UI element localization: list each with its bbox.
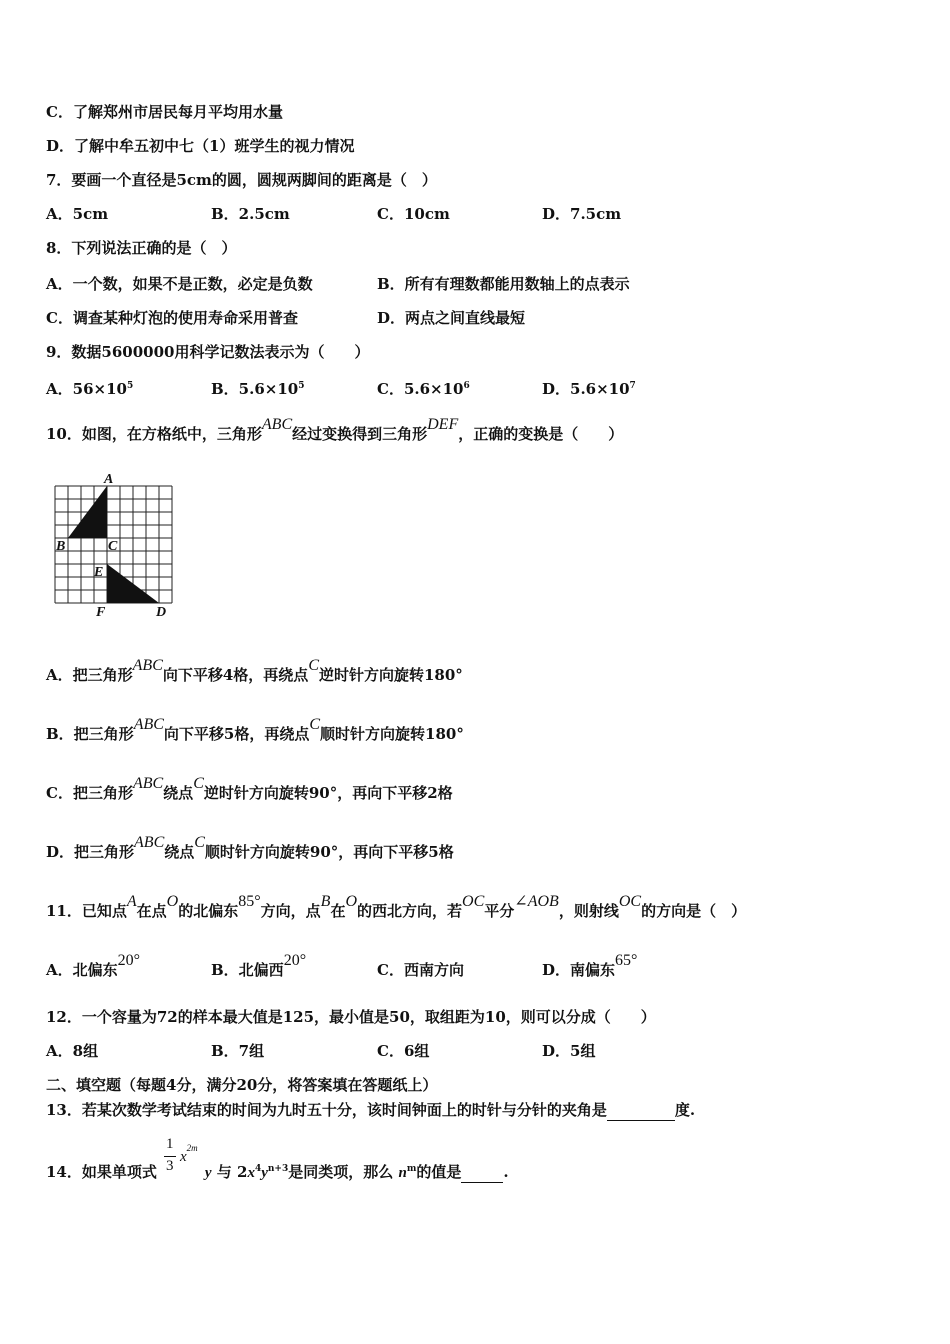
q12-stem: 12．一个容量为72的样本最大值是125，最小值是50，取组距为10，则可以分成（ ）	[46, 1008, 656, 1026]
q10-option-d: D．把三角形ABC绕点C顺时针方向旋转90°，再向下平移5格	[46, 834, 454, 861]
label-e: E	[94, 565, 104, 580]
q9-stem: 9．数据5600000用科学记数法表示为（ ）	[46, 343, 370, 361]
label-a: A	[104, 472, 114, 487]
q8-option-c: C．调查某种灯泡的使用寿命采用普查	[46, 309, 298, 327]
q10-option-b: B．把三角形ABC向下平移5格，再绕点C顺时针方向旋转180°	[46, 716, 464, 743]
q9-option-b: B．$5.6\times 10^5$	[211, 380, 305, 398]
q12-option-b: B．7组	[211, 1042, 265, 1060]
q7-option-c: C．10cm	[377, 205, 450, 223]
q14-answer-blank[interactable]	[461, 1162, 503, 1183]
q11-option-d: D．南偏东65°	[542, 952, 638, 979]
q11-option-a: A．北偏东20°	[46, 952, 141, 979]
q7-stem: 7．要画一个直径是5cm的圆，圆规两脚间的距离是（ ）	[46, 171, 437, 189]
q12-option-c: C．6组	[377, 1042, 430, 1060]
q9-option-a: A．$56\times 10^5$	[46, 380, 134, 398]
q14-fraction-denominator: 3	[166, 1158, 174, 1174]
q9-option-d: D．$5.6\times 10^7$	[542, 380, 636, 398]
label-b: B	[56, 539, 66, 554]
grid-figure	[46, 470, 176, 620]
q11-stem: 11．已知点A在点O的北偏东85°方向，点B在O的西北方向，若OC平分∠AOB，则射线OC的方向是（ ）	[46, 893, 747, 920]
q14-stem: 14．如果单项式 y 与 $2x^4y^{n+3}$是同类项，那么 $n^m$的值是 .	[46, 1163, 509, 1181]
q8-option-d: D．两点之间直线最短	[377, 309, 526, 327]
q12-option-d: D．5组	[542, 1042, 596, 1060]
q9-option-c: C．$5.6\times 10^6$	[377, 380, 470, 398]
q14-fraction-bar	[164, 1156, 176, 1157]
q11-option-c: C．西南方向	[377, 961, 464, 979]
label-d: D	[156, 605, 167, 620]
q10-option-a: A．把三角形ABC向下平移4格，再绕点C逆时针方向旋转180°	[46, 657, 463, 684]
q10-option-c: C．把三角形ABC绕点C逆时针方向旋转90°，再向下平移2格	[46, 775, 453, 802]
q8-stem: 8．下列说法正确的是（ ）	[46, 239, 237, 257]
q13-stem: 13．若某次数学考试结束的时间为九时五十分，该时间钟面上的时针与分针的夹角是 度.	[46, 1101, 696, 1119]
q10-stem: 10．如图，在方格纸中，三角形ABC经过变换得到三角形DEF，正确的变换是（ ）	[46, 416, 624, 443]
q12-option-a: A．8组	[46, 1042, 99, 1060]
q14-fraction-numerator: 1	[166, 1136, 174, 1152]
q8-option-b: B．所有有理数都能用数轴上的点表示	[377, 275, 630, 293]
label-c: C	[108, 539, 118, 554]
label-f: F	[96, 605, 106, 620]
q6-option-d: D．了解中牟五初中七（1）班学生的视力情况	[46, 137, 355, 155]
q13-answer-blank[interactable]	[607, 1100, 675, 1121]
q7-option-b: B．2.5cm	[211, 205, 290, 223]
q14-x: $x^{2m}$	[180, 1143, 198, 1165]
q8-option-a: A．一个数，如果不是正数，必定是负数	[46, 275, 313, 293]
q7-option-a: A．5cm	[46, 205, 109, 223]
q6-option-c: C．了解郑州市居民每月平均用水量	[46, 103, 283, 121]
section-heading: 二、填空题（每题4分，满分20分，将答案填在答题纸上）	[46, 1076, 438, 1094]
q7-option-d: D．7.5cm	[542, 205, 622, 223]
q11-option-b: B．北偏西20°	[211, 952, 307, 979]
